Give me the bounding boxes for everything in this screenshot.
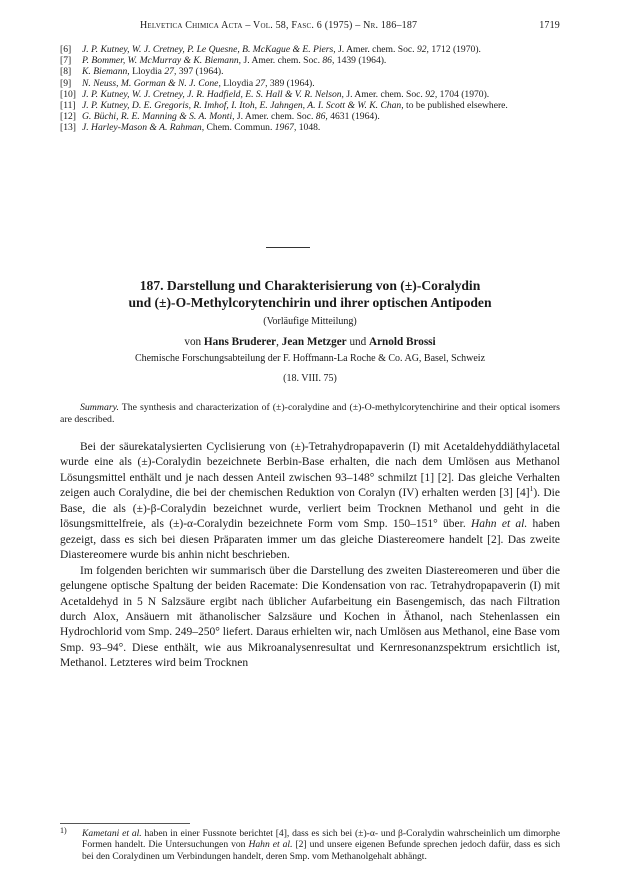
reference-list (60, 44, 560, 134)
author-name: Jean Metzger (281, 336, 347, 348)
author-name: Hans Bruderer (203, 336, 277, 348)
footnote-mark: 1) (60, 826, 67, 835)
body-text (60, 440, 560, 672)
footnote-divider (60, 823, 190, 824)
reference-item: [11] J. P. Kutney, D. E. Gregoris, R. Imhof, I. Itoh, E. Jahngen, A. I. Scott & W. K. Chan, to be published elsewhere. (60, 100, 508, 112)
author-line: von Hans Bruderer, Jean Metzger und Arnold Brossi (184, 336, 436, 348)
article-title: 187. Darstellung und Charakterisierung von (±)-Coralydin und (±)-O-Methylcorytenchirin und ihrer optischen Antipoden (128, 278, 492, 310)
article-note: (Vorläufige Mitteilung) (263, 316, 357, 327)
reference-item: [12] G. Büchi, R. E. Manning & S. A. Monti, J. Amer. chem. Soc. 86, 4631 (1964). (60, 111, 380, 123)
affiliation: Chemische Forschungsabteilung der F. Hoffmann-La Roche & Co. AG, Basel, Schweiz (134, 353, 486, 364)
reference-item: [13] J. Harley-Mason & A. Rahman, Chem. Commun. 1967, 1048. (60, 122, 321, 134)
reference-item: [10] J. P. Kutney, W. J. Cretney, J. R. Hadfield, E. S. Hall & V. R. Nelson, J. Amer. chem. Soc. 92, 1704 (1970). (60, 88, 490, 100)
paragraph: Bei der säurekatalysierten Cyclisierung von (±)-Tetrahydropapaverin (I) mit Acetaldehyddiäthylacetal wurde eine als (±)-Coralydin bezeichnete Berbin-Base erhalten, die nach dem Umlösen aus Methanol Lösungsmittel enthält und je nach dessen Anteil zwischen 93–148° schmilzt [1] [2]. Das gleiche Verhalten zeigen auch Coralydine, die bei der chemischen Reduktion von Coralyn (IV) erhalten werden [3] $[4]^1$). Die Base, die als (±)-β-Coralydin bezeichnet wurde, verliert beim Trocknen Methanol und geht in die lösungsmittelfreie, als (±)-α-Coralydin bezeichnete Form vom Smp. 150–151° über. Hahn et al. haben gezeigt, dass es sich bei diesen Präparaten immer um das gleiche Diastereomere handelt [2]. Das zweite Diastereomere wurde bis anhin nicht beschrieben. (60, 441, 560, 562)
page-number: 1719 (539, 20, 560, 31)
author-name: Arnold Brossi (369, 336, 436, 348)
footnote-ref: 1 (529, 484, 534, 494)
journal-citation: Helvetica Chimica Acta – Vol. 58, Fasc. 6 (1975) – Nr. 186–187 (140, 20, 418, 31)
running-header (60, 20, 560, 36)
reference-item: [8] K. Biemann, Lloydia 27, 397 (1964). (60, 66, 224, 78)
section-divider (266, 247, 310, 248)
reference-item: [6] J. P. Kutney, W. J. Cretney, P. Le Quesne, B. McKague & E. Piers, J. Amer. chem. Soc. 92, 1712 (1970). (60, 44, 481, 55)
paragraph: Im folgenden berichten wir summarisch über die Darstellung des zweiten Diastereomeren und über die gelungene optische Spaltung der beiden Racemate: Die Kondensation von rac. Tetrahydropapaverin (I) mit Acetaldehyd in 5 N Salzsäure ergibt nach üblicher Aufarbeitung ein Basengemisch, das nach Filtration durch Alox, Ansäuern mit äthanolischer Salzsäure und Kochen in Äthanol, nach Stehenlassen ein Hydrochlorid vom Smp. 249–250° liefert. Daraus erhielten wir, nach Umlösen aus Methanol, eine Base vom Smp. 93–94°. Diese enthält, wie aus Mikroanalysenresultat und Kernresonanzspektrum ersichtlich ist, Methanol. Letzteres wird beim Trocknen (60, 564, 560, 670)
footnote: 1) Kametani et al. haben in einer Fussnote berichtet [4], dass es sich bei (±)-α- und β-Coralydin wahrscheinlich um dimorphe Formen handelt. Die Untersuchungen von Hahn et al. [2] und unsere eigenen Befunde sprechen jedoch dafür, dass es sich bei den Coralydinen um Verbindungen handelt, deren Smp. vom Methanolgehalt abhängt. (60, 826, 561, 862)
received-date: (18. VIII. 75) (283, 373, 337, 384)
reference-item: [7] P. Bommer, W. McMurray & K. Biemann, J. Amer. chem. Soc. 86, 1439 (1964). (60, 55, 387, 67)
reference-item: [9] N. Neuss, M. Gorman & N. J. Cone, Lloydia 27, 389 (1964). (60, 77, 315, 89)
summary: Summary. The synthesis and characterization of (±)-coralydine and (±)-O-methylcorytenchirine and their optical isomers are described. (60, 402, 560, 425)
